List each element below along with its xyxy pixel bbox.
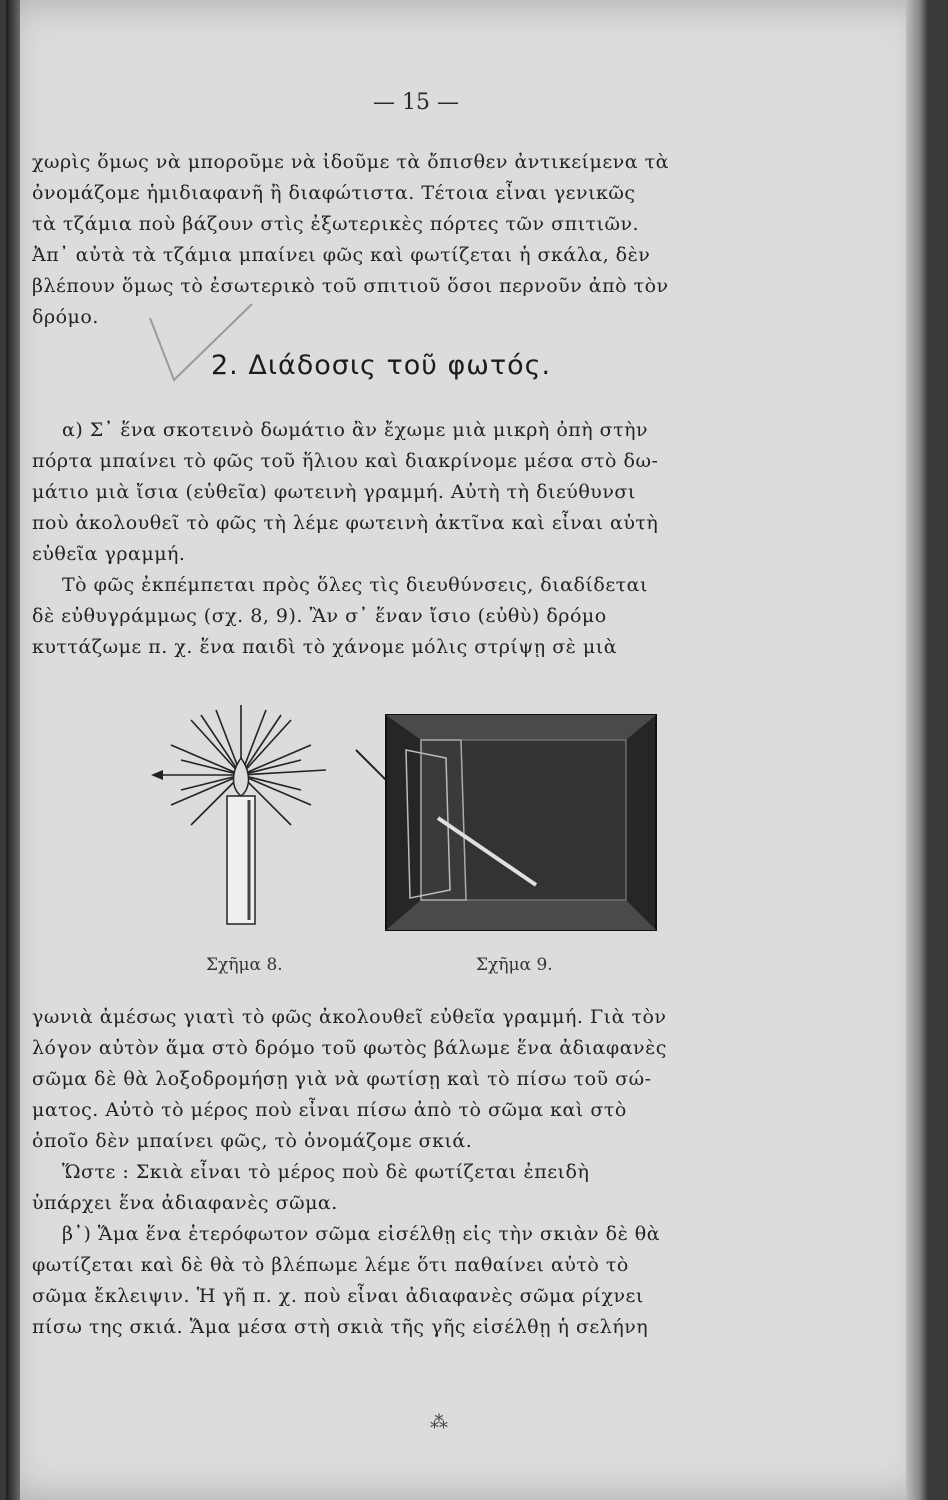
figure-caption: Σχῆμα 9. [476, 955, 553, 975]
text-line: δρόμο. [32, 306, 99, 328]
text-line: Ἀπ᾽ αὐτὰ τὰ τζάμια μπαίνει φῶς καὶ φωτίζεται ἡ σκάλα, δὲν [32, 244, 651, 266]
text-line: ὀνομάζομε ἡμιδιαφανῆ ἢ διαφώτιστα. Τέτοια εἶναι γενικῶς [32, 182, 636, 204]
text-line: σῶμα δὲ θὰ λοξοδρομήσῃ γιὰ νὰ φωτίσῃ καὶ τὸ πίσω τοῦ σώ- [32, 1068, 652, 1090]
text-line: δὲ εὐθυγράμμως (σχ. 8, 9). Ἂν σ᾽ ἕναν ἴσιο (εὐθὺ) δρόμο [32, 605, 607, 627]
paragraph-propagation [32, 415, 796, 663]
text-line: Τὸ φῶς ἐκπέμπεται πρὸς ὅλες τὶς διευθύνσεις, διαδίδεται [62, 574, 648, 596]
text-line: β᾽) Ἅμα ἕνα ἑτερόφωτον σῶμα εἰσέλθῃ εἰς τὴν σκιὰν δὲ θὰ [62, 1223, 661, 1245]
book-page [6, 0, 928, 1500]
text-line: πόρτα μπαίνει τὸ φῶς τοῦ ἥλιου καὶ διακρίνομε μέσα στὸ δω- [32, 450, 659, 472]
text-line: τὰ τζάμια ποὺ βάζουν στὶς ἐξωτερικὲς πόρτες τῶν σπιτιῶν. [32, 213, 640, 235]
text-line: σῶμα ἔκλειψιν. Ἡ γῆ π. χ. ποὺ εἶναι ἀδιαφανὲς σῶμα ρίχνει [32, 1285, 644, 1307]
dark-room-icon [346, 710, 666, 935]
text-line: ποὺ ἀκολουθεῖ τὸ φῶς τὴ λέμε φωτεινὴ ἀκτῖνα καὶ εἶναι αὐτὴ [32, 512, 659, 534]
text-line: φωτίζεται καὶ δὲ θὰ τὸ βλέπωμε λέμε ὅτι παθαίνει αὐτὸ τὸ [32, 1254, 629, 1276]
text-line: εὐθεῖα γραμμή. [32, 543, 186, 565]
candle-icon [141, 700, 341, 930]
ink-smudge: ⁂ [430, 1412, 448, 1433]
text-line: κυττάζωμε π. χ. ἕνα παιδὶ τὸ χάνομε μόλις στρίψῃ σὲ μιὰ [32, 636, 618, 658]
text-line: ὁποῖο δὲν μπαίνει φῶς, τὸ ὀνομάζομε σκιά. [32, 1130, 473, 1152]
text-line: ὑπάρχει ἕνα ἀδιαφανὲς σῶμα. [32, 1192, 338, 1214]
paragraph-shadow [32, 1002, 796, 1343]
page-right-edge [906, 0, 928, 1500]
section-heading: 2. Διάδοσις τοῦ φωτός. [211, 350, 552, 381]
text-line: Ὥστε : Σκιὰ εἶναι τὸ μέρος ποὺ δὲ φωτίζεται ἐπειδὴ [62, 1161, 590, 1183]
figure-caption: Σχῆμα 8. [206, 955, 283, 975]
page-number: — 15 — [373, 90, 459, 115]
text-line: γωνιὰ ἀμέσως γιατὶ τὸ φῶς ἀκολουθεῖ εὐθεῖα γραμμή. Γιὰ τὸν [32, 1006, 667, 1028]
text-line: βλέπουν ὅμως τὸ ἐσωτερικὸ τοῦ σπιτιοῦ ὅσοι περνοῦν ἀπὸ τὸν [32, 275, 669, 297]
text-line: λόγον αὐτὸν ἅμα στὸ δρόμο τοῦ φωτὸς βάλωμε ἕνα ἀδιαφανὲς [32, 1037, 667, 1059]
text-line: χωρὶς ὅμως νὰ μποροῦμε νὰ ἰδοῦμε τὰ ὄπισθεν ἀντικείμενα τὰ [32, 151, 669, 173]
text-line: ματος. Αὐτὸ τὸ μέρος ποὺ εἶναι πίσω ἀπὸ τὸ σῶμα καὶ στὸ [32, 1099, 627, 1121]
page-binding-edge [6, 0, 20, 1500]
text-line: α) Σ᾽ ἕνα σκοτεινὸ δωμάτιο ἂν ἔχωμε μιὰ μικρὴ ὀπὴ στὴν [62, 419, 649, 441]
text-line: πίσω της σκιά. Ἅμα μέσα στὴ σκιὰ τῆς γῆς εἰσέλθῃ ἡ σελήνη [32, 1316, 649, 1338]
text-line: μάτιο μιὰ ἴσια (εὐθεῖα) φωτεινὴ γραμμή. Αὐτὴ τὴ διεύθυνσι [32, 481, 636, 503]
